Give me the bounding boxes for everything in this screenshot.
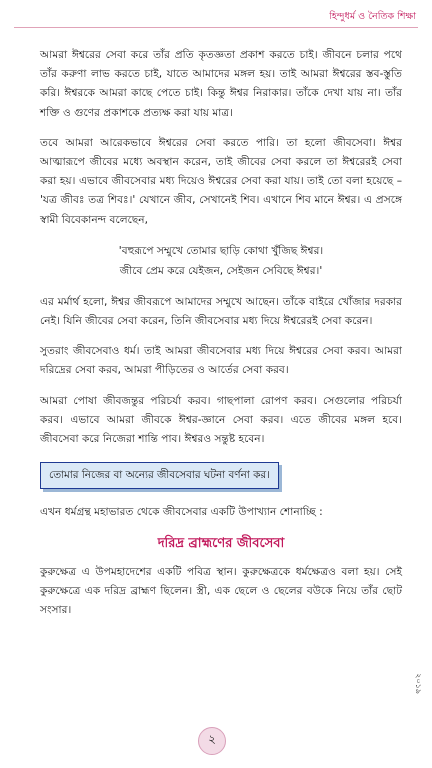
page-content [40, 46, 402, 631]
paragraph-7: কুরুক্ষেত্র এ উপমহাদেশের একটি পবিত্র স্থান। কুরুক্ষেত্রকে ধর্মক্ষেত্রও বলা হয়। সেই কুরুক্ষেত্রে এক দরিদ্র ব্রাহ্মণ ছিলেন। স্ত্রী, এক ছেলে ও ছেলের বউকে নিয়ে তাঁর ছোট সংসার। [40, 565, 402, 617]
paragraph-5: আমরা পোষা জীবজন্তুর পরিচর্যা করব। গাছপালা রোপণ করব। সেগুলোর পরিচর্যা করব। এভাবে আমরা জীবকে ঈশ্বর-জ্ঞানে সেবা করব। এতে জীবের মঙ্গল হবে। জীবসেবা করে নিজেরা শান্তি পাব। ঈশ্বরও সন্তুষ্ট হবেন। [40, 394, 402, 446]
paragraph-3: এর মর্মার্থ হলো, ঈশ্বর জীবরূপে আমাদের সম্মুখে আছেন। তাঁকে বাইরে খোঁজার দরকার নেই। যিনি জীবের সেবা করেন, তিনি জীবসেবার মধ্য দিয়ে ঈশ্বরেরই সেবা করেন। [40, 295, 402, 328]
paragraph-4: সুতরাং জীবসেবাও ধর্ম। তাই আমরা জীবসেবার মধ্য দিয়ে ঈশ্বরের সেবা করব। আমরা দরিদ্রের সেবা করব, আমরা পীড়িতের ও আর্তের সেবা করব। [40, 345, 402, 377]
paragraph-2: তবে আমরা আরেকভাবে ঈশ্বরের সেবা করতে পারি। তা হলো জীবসেবা। ঈশ্বর আত্মারূপে জীবের মধ্যে অবস্থান করেন, তাই জীবের সেবা করলে তা ঈশ্বরেরই সেবা করা হয়। এভাবে জীবসেবার মধ্য দিয়েও ঈশ্বরের সেবা করা যায়। তাই তো বলা হয়েছে – 'যত্র জীবঃ তত্র শিবঃ।' যেখানে জীব, সেখানেই শিব। এখানে শিব মানে ঈশ্বর। এ প্রসঙ্গে স্বামী বিবেকানন্দ বলেছেন, [40, 136, 402, 226]
activity-box: তোমার নিজের বা অন্যের জীবসেবার ঘটনা বর্ণনা কর। [40, 462, 279, 489]
header-rule [14, 27, 418, 28]
running-header: হিন্দুধর্ম ও নৈতিক শিক্ষা [329, 11, 416, 22]
quote-line-1: 'বহুরূপে সম্মুখে তোমার ছাড়ি কোথা খুঁজিছ ঈশ্বর। [118, 244, 324, 257]
page-number: ২ [198, 727, 226, 755]
side-year: ২০১৯ [414, 673, 423, 694]
section-heading: দরিদ্র ব্রাহ্মণের জীবসেবা [157, 535, 285, 551]
paragraph-1: আমরা ঈশ্বরের সেবা করে তাঁর প্রতি কৃতজ্ঞতা প্রকাশ করতে চাই। জীবনে চলার পথে তাঁর করুণা লাভ করতে চাই, যাতে আমাদের মঙ্গল হয়। তাই আমরা ঈশ্বরের স্তব-স্তুতি করি। ঈশ্বরকে আমরা কাছে পেতে চাই। কিন্তু ঈশ্বর নিরাকার। তাঁকে দেখা যায় না। তাঁর শক্তি ও গুণের প্রকাশকে প্রত্যক্ষ করা যায় মাত্র। [40, 49, 402, 119]
vivekananda-quote [40, 241, 402, 281]
quote-line-2: জীবে প্রেম করে যেইজন, সেইজন সেবিছে ঈশ্বর।' [119, 264, 323, 277]
paragraph-6: এখন ধর্মগ্রন্থ মহাভারত থেকে জীবসেবার একটি উপাখ্যান শোনাচ্ছি : [40, 506, 323, 519]
